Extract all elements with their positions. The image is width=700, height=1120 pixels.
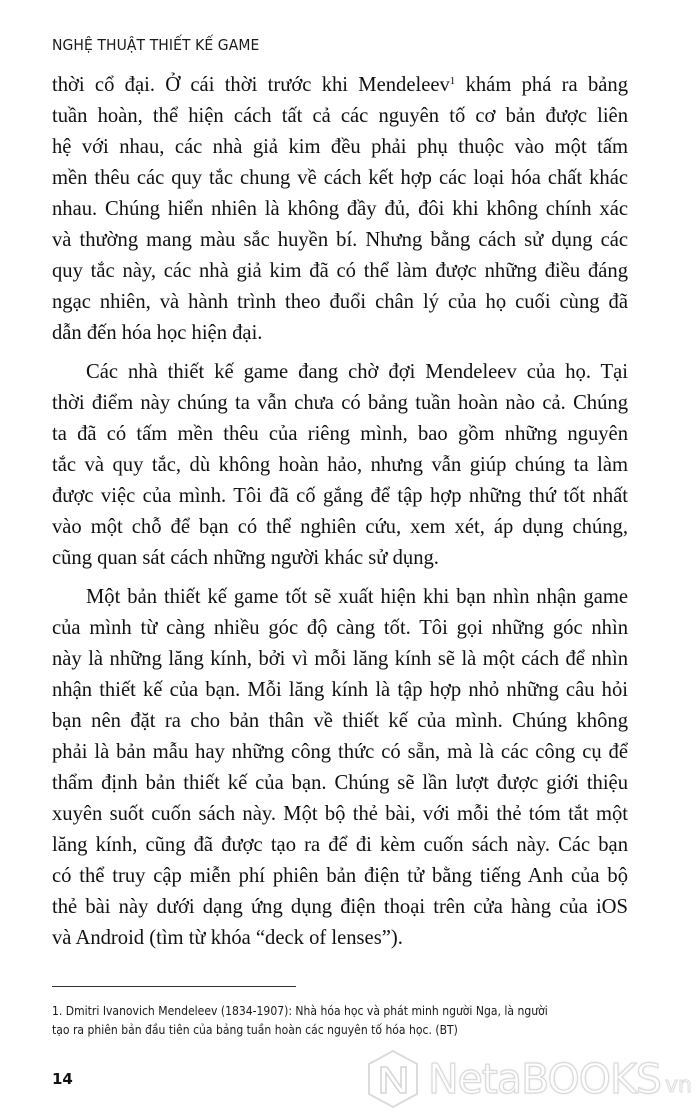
text-line: hệ với nhau, các nhà giả kim đều phải phụ thuộc vào một tấm [52,136,628,158]
text-line: Các nhà thiết kế game đang chờ đợi Mendeleev của họ. Tại [86,361,628,383]
text-line [52,70,628,101]
text-line-tail: khám phá ra bảng [455,74,628,96]
text-line: được việc của mình. Tôi đã cố gắng để tập hợp những thứ tốt nhất [52,485,628,507]
text-line: mền thêu các quy tắc chung về cách kết hợp các loại hóa chất khác [52,167,628,189]
text-line: vào một chỗ để bạn có thể nghiên cứu, xem xét, áp dụng chúng, [52,516,628,538]
footnote-reference[interactable]: 1 [449,75,456,87]
text-line: thời điểm này chúng ta vẫn chưa có bảng tuần hoàn nào cả. Chúng [52,392,628,414]
text-line: nhận thiết kế của bạn. Mỗi lăng kính là tập hợp nhỏ những câu hỏi [52,679,628,701]
text-line: thẻ bài này dưới dạng ứng dụng điện thoại trên cửa hàng của iOS [52,896,628,918]
text-line: phải là bản mẫu hay những công thức có sẵn, mà là các công cụ để [52,741,628,763]
netabooks-logo-icon [366,1049,420,1109]
text-line: nhau. Chúng hiển nhiên là không đầy đủ, đôi khi không chính xác [52,198,628,220]
footnote-divider [52,986,296,987]
text-line: lăng kính, cũng đã được tạo ra để đi kèm cuốn sách này. Các bạn [52,834,628,856]
text-line: Một bản thiết kế game tốt sẽ xuất hiện khi bạn nhìn nhận game [86,586,628,608]
text-line: ngạc nhiên, và hành trình theo đuổi chân lý của họ cuối cùng đã [52,291,628,313]
text-line: này là những lăng kính, bởi vì mỗi lăng kính sẽ là một cách để nhìn [52,648,628,670]
footnote-line: tạo ra phiên bản đầu tiên của bảng tuần hoàn các nguyên tố hóa học. (BT) [52,1022,458,1037]
text-line: xuyên suốt cuốn sách này. Một bộ thẻ bài, với mỗi thẻ tóm tắt một [52,803,628,825]
running-header: NGHỆ THUẬT THIẾT KẾ GAME [52,36,260,54]
text-line: và thường mang màu sắc huyền bí. Nhưng bằng cách sử dụng các [52,229,628,251]
text-line: ta đã có tấm mền thêu của riêng mình, bao gồm những nguyên [52,423,628,445]
paragraph-3 [52,582,628,954]
body-text [52,70,628,954]
watermark-brand: NetaBOOKS [428,1055,661,1103]
watermark-suffix: vn [664,1072,692,1098]
text-line: quy tắc này, các nhà giả kim đã có thể làm được những điều đáng [52,260,628,282]
text-line: có thể truy cập miễn phí phiên bản điện tử bằng tiếng Anh của bộ [52,865,628,887]
text-line: tắc và quy tắc, dù không hoàn hảo, nhưng vẫn giúp chúng ta làm [52,454,628,476]
paragraph-2 [52,357,628,574]
text-line: của mình từ càng nhiều góc độ càng tốt. Tôi gọi những góc nhìn [52,617,628,639]
text-line: và Android (tìm từ khóa “deck of lenses”). [52,927,403,949]
page-number: 14 [52,1070,73,1088]
watermark [366,1046,696,1112]
text-line: thẩm định bản thiết kế của bạn. Chúng sẽ lần lượt được giới thiệu [52,772,628,794]
text-line: cũng quan sát cách những người khác sử dụng. [52,547,439,569]
footnote [52,1001,568,1039]
paragraph-1 [52,70,628,349]
text-line: bạn nên đặt ra cho bản thân về thiết kế của mình. Chúng không [52,710,628,732]
text-line-start: thời cổ đại. Ở cái thời trước khi Mendeleev [52,74,450,96]
footnote-line: 1. Dmitri Ivanovich Mendeleev (1834-1907): Nhà hóa học và phát minh người Nga, là người [52,1003,548,1018]
text-line: tuần hoàn, thể hiện cách tất cả các nguyên tố cơ bản được liên [52,105,628,127]
text-line: dẫn đến hóa học hiện đại. [52,322,263,344]
